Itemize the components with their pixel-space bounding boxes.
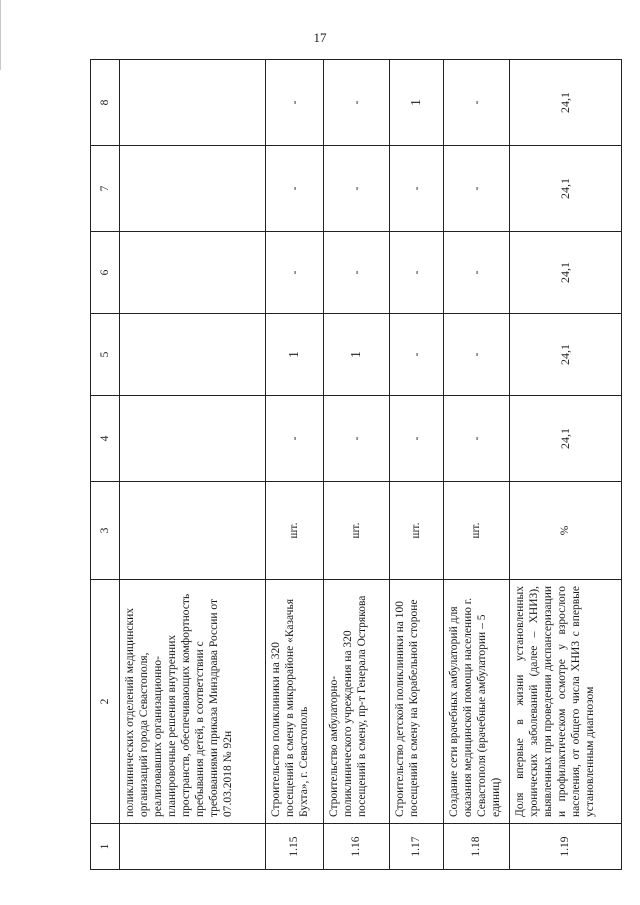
- value-cell-7: -: [266, 146, 324, 232]
- value-cell-8: 24,1: [510, 60, 622, 146]
- row-description: Строительство детской поликлиники на 100 посещений в смену на Корабельной стороне: [390, 580, 444, 824]
- value-cell-6: 24,1: [510, 232, 622, 314]
- table-row: [444, 60, 510, 870]
- value-cell-6: -: [444, 232, 510, 314]
- value-cell-5: [120, 314, 266, 396]
- value-cell-8: -: [444, 60, 510, 146]
- value-cell-6: -: [390, 232, 444, 314]
- value-cell-6: -: [266, 232, 324, 314]
- header-row: [91, 60, 120, 870]
- row-number: 1.15: [266, 824, 324, 870]
- table-row: [510, 60, 622, 870]
- header-cell-8: 8: [91, 60, 120, 146]
- row-number: 1.19: [510, 824, 622, 870]
- header-cell-2: 2: [91, 580, 120, 824]
- table-row: [120, 60, 266, 870]
- value-cell-7: [120, 146, 266, 232]
- table-row: [324, 60, 390, 870]
- row-description: Строительство поликлиники на 320 посещений в смену в микрорайоне «Казачья Бухта», г. Севастополь: [266, 580, 324, 824]
- rotated-table-area: [90, 60, 614, 870]
- value-cell-5: 1: [266, 314, 324, 396]
- page-number: 17: [313, 30, 327, 45]
- table-row: [390, 60, 444, 870]
- value-cell-4: -: [390, 396, 444, 482]
- unit-cell: шт.: [324, 482, 390, 580]
- unit-cell: шт.: [266, 482, 324, 580]
- value-cell-5: 1: [324, 314, 390, 396]
- value-cell-5: -: [390, 314, 444, 396]
- header-cell-5: 5: [91, 314, 120, 396]
- row-description: Строительство амбулаторно-поликлинического учреждения на 320 посещений в смену, пр-т Генерала Острякова: [324, 580, 390, 824]
- row-number: 1.18: [444, 824, 510, 870]
- value-cell-8: -: [266, 60, 324, 146]
- value-cell-5: -: [444, 314, 510, 396]
- table-row: [266, 60, 324, 870]
- header-cell-7: 7: [91, 146, 120, 232]
- value-cell-7: 24,1: [510, 146, 622, 232]
- value-cell-4: -: [266, 396, 324, 482]
- value-cell-4: 24,1: [510, 396, 622, 482]
- rotated-table-wrapper: [90, 60, 614, 870]
- unit-cell: %: [510, 482, 622, 580]
- row-number: 1.17: [390, 824, 444, 870]
- header-cell-4: 4: [91, 396, 120, 482]
- row-description: поликлинических отделений медицинских организаций города Севастополя, реализовавших организационно-планировочные решения внутренних пространств, обеспечивающих комфортность пребывания детей, в соответствии с требованиями приказа Минздрава России от 07.03.2018 № 92н: [120, 580, 266, 824]
- indicators-table: [90, 59, 622, 870]
- value-cell-6: [120, 232, 266, 314]
- value-cell-4: -: [444, 396, 510, 482]
- value-cell-8: [120, 60, 266, 146]
- header-cell-6: 6: [91, 232, 120, 314]
- header-cell-1: 1: [91, 824, 120, 870]
- value-cell-4: [120, 396, 266, 482]
- value-cell-4: -: [324, 396, 390, 482]
- value-cell-7: -: [390, 146, 444, 232]
- value-cell-7: -: [324, 146, 390, 232]
- value-cell-8: -: [324, 60, 390, 146]
- value-cell-6: -: [324, 232, 390, 314]
- value-cell-7: -: [444, 146, 510, 232]
- row-description: Доля впервые в жизни установленных хронических заболеваний (далее – ХНИЗ), выявленных при проведении диспансеризации и профилактическом осмотре у взрослого населения, от общего числа ХНИЗ с впервые установленным диагнозом: [510, 580, 622, 824]
- row-number: [120, 824, 266, 870]
- unit-cell: шт.: [390, 482, 444, 580]
- value-cell-8: 1: [390, 60, 444, 146]
- row-number: 1.16: [324, 824, 390, 870]
- header-cell-3: 3: [91, 482, 120, 580]
- unit-cell: шт.: [444, 482, 510, 580]
- value-cell-5: 24,1: [510, 314, 622, 396]
- unit-cell: [120, 482, 266, 580]
- row-description: Создание сети врачебных амбулаторий для оказания медицинской помощи населению г. Севастополя (врачебные амбулатории – 5 единиц): [444, 580, 510, 824]
